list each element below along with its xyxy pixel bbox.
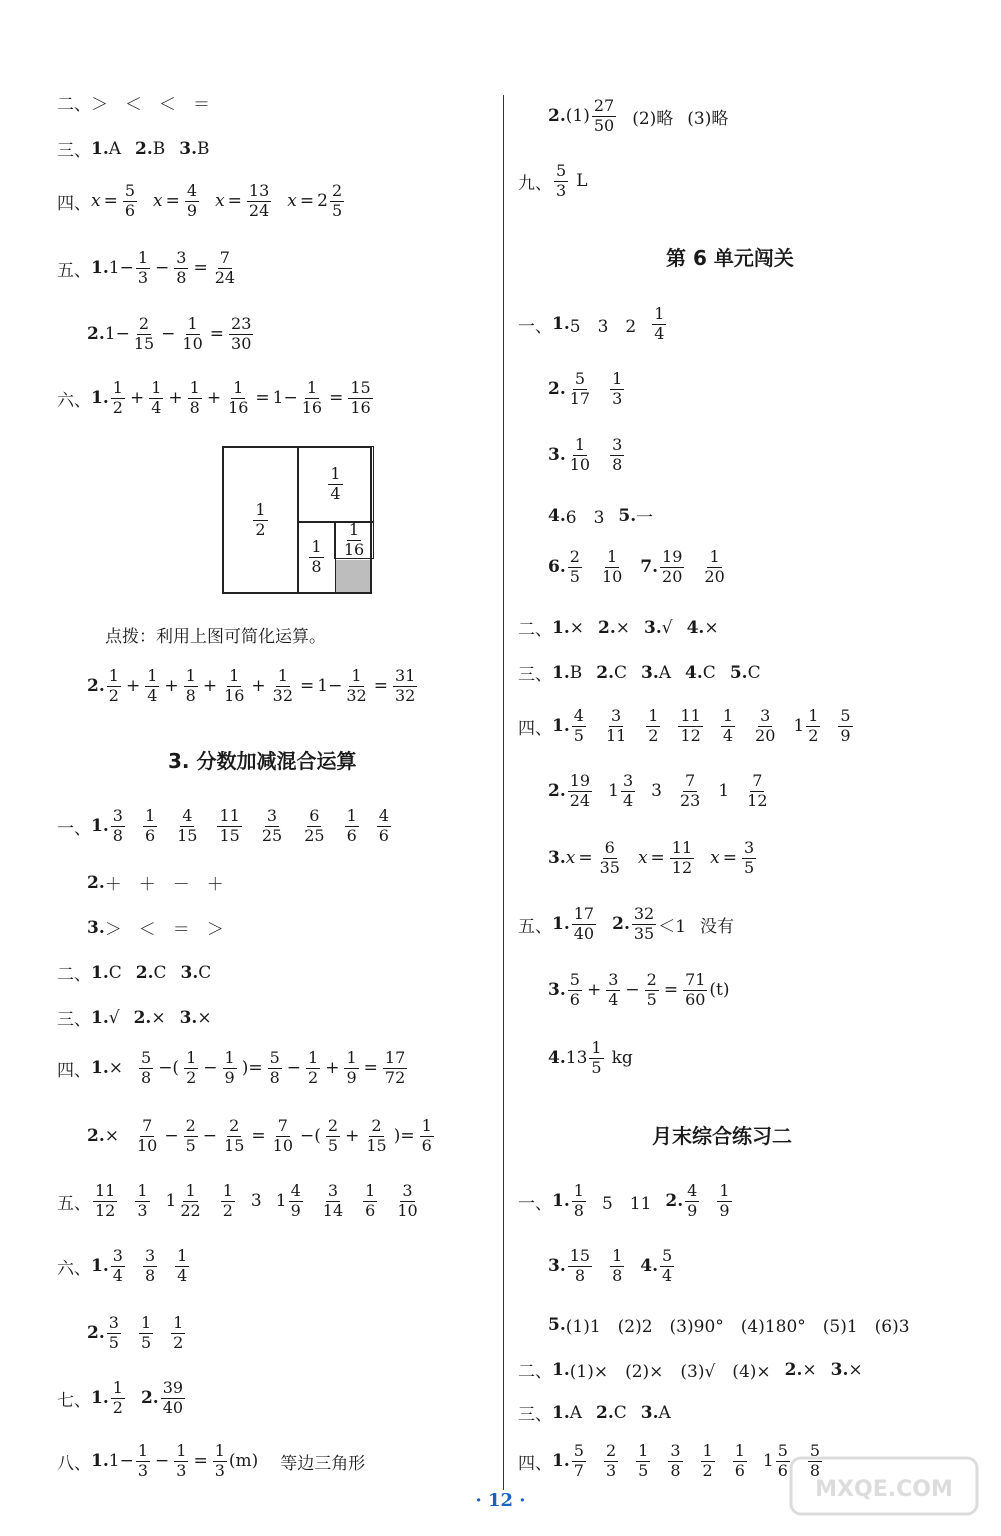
item-number: 2. [548,379,566,400]
fraction: $\frac{4}{15}$ [177,806,198,845]
fraction: $\frac{5}{4}$ [662,1246,673,1285]
fraction: $\frac{1}{32}$ [346,666,367,705]
fraction: $\frac{19}{24}$ [569,771,591,810]
fraction: $\frac{32}{35}$ [633,904,655,943]
fraction: $\frac{1}{2}$ [173,1313,184,1352]
answer-line: 3. $\frac{5}{6}$ + $\frac{3}{4}$ − $\frac{2}{5}$ = $\frac{71}{60}$ (t) [548,970,730,1009]
answer-line: 六、 1. $\frac{1}{2}$ + $\frac{1}{4}$ + $\frac{1}{8}$ + $\frac{1}{16}$ = 1− $\frac{1}{16}$ = $\frac{15}{16}$ [57,378,371,417]
fraction: $\frac{17}{72}$ [384,1048,406,1087]
answer-value: √ [108,1007,120,1028]
section-prefix: 四、 [518,718,552,739]
page-number: · 12 · [475,1490,526,1511]
section-heading: 3. 分数加减混合运算 [168,749,357,773]
fraction: $\frac{11}{12}$ [671,838,693,877]
answer-line: 2. 1− $\frac{2}{15}$ − $\frac{1}{10}$ = $\frac{23}{30}$ [87,314,252,353]
answer-line [548,1312,910,1337]
item-number: 2. [87,676,105,697]
fraction: $\frac{11}{12}$ [95,1181,116,1220]
fraction: $\frac{7}{10}$ [137,1116,158,1155]
fraction: $\frac{2}{5}$ [331,181,343,220]
fraction: $\frac{1}{3}$ [612,369,623,408]
fraction: $\frac{71}{60}$ [685,970,706,1009]
item-number: 3. [548,848,566,869]
answer-line: 四、 1. $\frac{4}{5}$ $\frac{3}{11}$ $\frac{1}{2}$ $\frac{11}{12}$ $\frac{1}{4}$ $\frac{3}{20}$ 1 $\frac{1}{2}$ $\frac{5}{9}$ [518,706,851,745]
fraction: $\frac{5}{3}$ [556,161,567,200]
section-prefix: 四、 [57,1060,91,1081]
fraction: $\frac{7}{10}$ [272,1116,294,1155]
fraction: $\frac{5}{8}$ [141,1048,152,1087]
fraction: $\frac{1}{4}$ [147,666,158,705]
item-number: 2. [140,1388,159,1409]
item-number: 1. [552,1359,570,1380]
answer-line: 三、 1. A 2. C 3. A [518,1400,671,1425]
item-number: 1. [91,388,109,409]
fraction: $\frac{1}{6}$ [346,806,357,845]
fraction: $\frac{3}{5}$ [108,1313,119,1352]
item-number: 3. [179,1007,198,1028]
fraction: $\frac{3}{5}$ [744,838,755,877]
fraction: $\frac{3}{10}$ [397,1181,418,1220]
answer-value: A [108,138,122,159]
item-number: 1. [91,138,109,159]
answer-line [57,1248,191,1285]
section-prefix: 四、 [518,1453,552,1474]
item-number: 1. [91,1451,109,1472]
fraction: $\frac{1}{3}$ [214,1441,225,1480]
answer-line: 2. × $\frac{7}{10}$ − $\frac{2}{5}$ − $\frac{2}{15}$ = $\frac{7}{10}$ −( $\frac{2}{5}$ + $\frac{2}{15}$ )= $\frac{1}{6}$ [87,1116,432,1155]
answer-line [87,870,224,895]
item-number: 1. [91,1058,109,1079]
item-number: 1. [91,816,109,837]
item-number: 2. [87,324,105,345]
answer-line [548,437,626,474]
fraction: $\frac{1}{22}$ [180,1181,201,1220]
fraction: $\frac{1}{9}$ [346,1048,357,1087]
answer-line [548,549,729,586]
fraction: $\frac{1}{4}$ [151,378,162,417]
fraction: $\frac{1}{6}$ [144,806,156,845]
svg-text:MXQE.COM: MXQE.COM [815,1477,953,1502]
diagram-eighth: $\frac{1}{8}$ [297,521,336,594]
fraction: $\frac{5}{6}$ [777,1441,788,1480]
answer-value: B [152,138,166,159]
answer-text: ＞ ＜ ＝ ＞ [104,920,224,940]
fraction: $\frac{6}{25}$ [304,806,325,845]
answer-text: ＋ ＋ － ＋ [104,875,224,895]
answer-note: 没有 [700,916,735,937]
fraction: $\frac{1}{20}$ [704,547,725,586]
fraction: $\frac{7}{12}$ [747,771,768,810]
fraction: $\frac{7}{23}$ [679,771,701,810]
fraction: $\frac{19}{20}$ [662,547,683,586]
fraction: $\frac{1}{8}$ [185,666,196,705]
fraction: $\frac{1}{10}$ [182,314,203,353]
section-prefix: 二、 [57,965,91,985]
section-prefix: 二、 [57,95,91,115]
fraction: $\frac{1}{2}$ [808,706,819,745]
fraction: $\frac{4}{5}$ [573,706,584,745]
diagram-half: $\frac{1}{2}$ [222,446,299,594]
item-number: 7. [640,557,659,578]
item-number: 4. [640,1256,659,1277]
fraction: $\frac{1}{10}$ [601,547,623,586]
answer-text: (3)略 [687,108,729,129]
fraction: $\frac{1}{2}$ [702,1441,713,1480]
item-number: 1. [552,1191,570,1212]
answer-line [87,1315,187,1352]
fraction: $\frac{31}{32}$ [394,666,416,705]
section-prefix: 三、 [518,665,552,685]
fraction: $\frac{11}{12}$ [680,706,701,745]
answer-text: (1)× (2)× (3)√ (4)× [569,1362,771,1382]
item-number: 1. [552,914,570,935]
section-prefix: 四、 [57,193,91,214]
answer-line: 四、 x = $\frac{5}{6}$ x = $\frac{4}{9}$ x = $\frac{13}{24}$ x = 2 $\frac{2}{5}$ [57,181,343,220]
answer-line: 九、 $\frac{5}{3}$ L [518,161,588,200]
answer-line [87,915,224,940]
fraction: $\frac{7}{24}$ [214,248,236,287]
fraction: $\frac{1}{4}$ [654,304,665,343]
fraction: $\frac{3}{4}$ [622,771,634,810]
item-number: 1. [91,1007,109,1028]
section-prefix: 九、 [518,173,552,194]
fraction: $\frac{2}{5}$ [569,547,580,586]
fraction-list [566,549,627,586]
section-heading: 月末综合练习二 [652,1124,792,1148]
answer-line [57,136,210,161]
fraction: $\frac{1}{9}$ [224,1048,235,1087]
fraction: $\frac{4}{9}$ [186,181,198,220]
answer-text: ＞ ＜ ＜ ＝ [91,95,210,115]
item-number: 1. [91,962,109,983]
fraction: $\frac{3}{8}$ [670,1441,681,1480]
fraction: $\frac{4}{9}$ [290,1181,301,1220]
item-number: 3. [179,138,198,159]
fraction: $\frac{5}{17}$ [569,369,591,408]
fraction: $\frac{1}{8}$ [612,1246,623,1285]
diagram-quarter: $\frac{1}{4}$ [297,446,374,523]
item-number: 1. [91,1388,109,1409]
fraction: $\frac{13}{24}$ [248,181,270,220]
fraction: $\frac{1}{6}$ [365,1181,376,1220]
fraction: $\frac{1}{2}$ [186,1048,197,1087]
fraction: $\frac{1}{6}$ [421,1116,432,1155]
section-prefix: 一、 [57,818,91,839]
item-number: 2. [87,1126,105,1147]
section-prefix: 一、 [518,316,552,337]
item-number: 3. [830,1359,849,1380]
fraction: $\frac{1}{2}$ [648,706,659,745]
item-number: 4. [548,1048,566,1069]
item-number: 2. [133,1007,152,1028]
fraction: $\frac{2}{15}$ [224,1116,245,1155]
item-number: 2. [612,914,630,935]
section-heading: 第 6 单元闯关 [666,246,794,270]
fraction: $\frac{3}{4}$ [112,1246,123,1285]
fraction-list [109,1248,192,1285]
answer-line: 三、 1. B 2. C 3. A 4. C 5. C [518,660,761,685]
fraction: $\frac{39}{40}$ [162,1378,184,1417]
fraction: $\frac{5}{9}$ [840,706,851,745]
fraction: $\frac{5}{8}$ [269,1048,280,1087]
answer-line: 一、 1. $\frac{1}{8}$ 5 11 2. $\frac{4}{9}$ $\frac{1}{9}$ [518,1181,730,1220]
answer-line [548,371,626,408]
answer-value: C [108,962,122,983]
answer-value: × [151,1007,166,1028]
item-number: 5. [618,505,637,526]
section-prefix: 七、 [57,1390,91,1411]
answer-line: 2. $\frac{1}{2}$ + $\frac{1}{4}$ + $\frac{1}{8}$ + $\frac{1}{16}$ + $\frac{1}{32}$ = 1− $\frac{1}{32}$ = $\frac{31}{32}$ [87,666,416,705]
answer-mark: × [104,1126,119,1147]
item-number: 3. [548,980,566,1001]
fraction: $\frac{1}{3}$ [137,1181,148,1220]
fraction: $\frac{1}{2}$ [112,1378,123,1417]
answer-line: 五、 $\frac{11}{12}$ $\frac{1}{3}$ 1 $\frac{1}{22}$ $\frac{1}{2}$ 3 1 $\frac{4}{9}$ $\frac{3}{14}$ $\frac{1}{6}$ $\frac{3}{10}$ [57,1181,418,1220]
fraction: $\frac{1}{2}$ [308,1048,319,1087]
item-number: 2. [548,106,566,127]
fraction: $\frac{3}{8}$ [144,1246,156,1285]
answer-text: (2)略 [632,108,674,129]
fraction: $\frac{17}{40}$ [573,904,595,943]
answer-line: 4. 6 3 5. 一 [548,505,654,528]
answer-line: 二、 1. (1)× (2)× (3)√ (4)× 2. × 3. × [518,1357,863,1382]
fraction-list [566,437,627,474]
answer-value: B [197,138,210,159]
fraction: $\frac{5}{8}$ [809,1441,821,1480]
fraction: $\frac{1}{16}$ [224,666,245,705]
item-number: 2. [135,962,154,983]
answer-line [57,1380,187,1417]
fraction: $\frac{2}{5}$ [646,970,657,1009]
answer-line: 2. (1) $\frac{27}{50}$ (2)略 (3)略 [548,96,729,135]
answer-line: 一、 1. 5 3 2 $\frac{1}{4}$ [518,304,665,343]
item-number: 2. [665,1191,684,1212]
fraction: $\frac{3}{20}$ [755,706,776,745]
section-prefix: 五、 [518,916,552,937]
diagram-sixteenth: $\frac{1}{16}$ [334,521,374,559]
fraction: $\frac{1}{4}$ [177,1246,188,1285]
item-number: 3. [180,962,199,983]
fraction: $\frac{4}{6}$ [378,806,389,845]
fraction: $\frac{1}{5}$ [140,1313,152,1352]
item-number: 1. [91,1256,109,1277]
item-number: 1. [552,1451,570,1472]
item-number: 2. [87,1323,105,1344]
item-number: 2. [87,872,105,893]
answer-line: 2. $\frac{19}{24}$ 1 $\frac{3}{4}$ 3 $\frac{7}{23}$ 1 $\frac{7}{12}$ [548,771,768,810]
fraction-list [570,1443,749,1480]
fraction: $\frac{1}{2}$ [108,666,119,705]
section-prefix: 五、 [57,260,91,281]
fraction-list [570,708,780,745]
watermark-logo [789,1456,979,1516]
fraction: $\frac{1}{3}$ [137,248,148,287]
item-number: 2. [135,138,153,159]
fraction: $\frac{1}{5}$ [638,1441,649,1480]
item-number: 5. [548,1314,566,1335]
fraction: $\frac{1}{2}$ [222,1181,233,1220]
section-prefix: 三、 [57,1010,91,1030]
fraction: $\frac{2}{3}$ [605,1441,617,1480]
tip-line [105,622,326,647]
answer-value: C [198,962,212,983]
tip-text: 点拨：利用上图可简化运算。 [105,627,326,647]
answer-line [57,90,210,115]
section-prefix: 三、 [518,1405,552,1425]
answer-line: 二、 1. × 2. × 3. √ 4. × [518,615,719,640]
fraction: $\frac{3}{4}$ [608,970,619,1009]
fraction: $\frac{1}{10}$ [569,435,591,474]
item-number: 6. [548,557,566,578]
answer-line: 八、 1. 1− $\frac{1}{3}$ − $\frac{1}{3}$ = $\frac{1}{3}$ (m) 等边三角形 [57,1441,366,1480]
section-prefix: 三、 [57,141,91,161]
section-prefix: 八、 [57,1453,91,1474]
fraction: $\frac{23}{30}$ [231,314,252,353]
fraction: $\frac{3}{8}$ [176,248,187,287]
item-number: 1. [552,716,570,737]
fraction: $\frac{2}{5}$ [185,1116,196,1155]
fraction-list [566,371,627,408]
fraction: $\frac{5}{6}$ [124,181,136,220]
item-number: 3. [87,917,105,938]
section-prefix: 六、 [57,1258,91,1279]
answer-line [548,1248,676,1285]
fraction: $\frac{1}{8}$ [573,1181,584,1220]
fraction: $\frac{1}{6}$ [734,1441,745,1480]
fraction: $\frac{1}{16}$ [301,378,323,417]
item-number: 1. [552,314,570,335]
answer-line: 五、 1. $\frac{17}{40}$ 2. $\frac{32}{35}$ ＜1 没有 [518,904,735,943]
item-number: 4. [548,505,566,526]
answer-line: 五、 1. 1− $\frac{1}{3}$ − $\frac{3}{8}$ = $\frac{7}{24}$ [57,248,236,287]
fraction: $\frac{1}{2}$ [112,378,123,417]
item-number: 2. [784,1359,803,1380]
answer-text: (1)1 (2)2 (3)90° (4)180° (5)1 (6)3 [565,1317,910,1337]
fraction: $\frac{3}{8}$ [612,435,623,474]
fraction: $\frac{1}{16}$ [228,378,249,417]
fraction: $\frac{4}{9}$ [687,1181,698,1220]
section-prefix: 六、 [57,390,91,411]
column-divider [503,95,504,1490]
answer-line [57,808,393,845]
answer-line: 3. x = $\frac{6}{35}$ x = $\frac{11}{12}$ x = $\frac{3}{5}$ [548,838,755,877]
fraction: $\frac{3}{25}$ [261,806,283,845]
fraction: $\frac{1}{9}$ [719,1181,730,1220]
diagram-shaded-remainder [336,560,370,592]
answer-line: 4. 13 $\frac{1}{5}$ kg [548,1038,633,1077]
fraction: $\frac{3}{14}$ [322,1181,344,1220]
fraction: $\frac{1}{5}$ [591,1038,602,1077]
section-prefix: 一、 [518,1193,552,1214]
section-prefix: 二、 [518,1362,552,1382]
answer-line: 四、 1. $\frac{5}{7}$ $\frac{2}{3}$ $\frac{1}{5}$ $\frac{3}{8}$ $\frac{1}{2}$ $\frac{1}{6}$ 1 $\frac{5}{6}$ $\frac{5}{8}$ [518,1441,821,1480]
fraction: $\frac{1}{32}$ [272,666,294,705]
answer-line: 四、 1. × $\frac{5}{8}$ −( $\frac{1}{2}$ − $\frac{1}{9}$ )= $\frac{5}{8}$ − $\frac{1}{2}$ + $\frac{1}{9}$ = $\frac{17}{72}$ [57,1048,406,1087]
fraction-list [658,549,729,586]
fraction: $\frac{2}{15}$ [366,1116,387,1155]
fraction: $\frac{1}{4}$ [722,706,734,745]
fraction: $\frac{27}{50}$ [593,96,615,135]
answer-value: C [153,962,167,983]
fraction: $\frac{3}{8}$ [112,806,123,845]
fraction-area-diagram [222,446,372,594]
answer-value: × [197,1007,212,1028]
fraction: $\frac{5}{7}$ [573,1441,584,1480]
item-number: 3. [548,445,566,466]
fraction: $\frac{5}{6}$ [569,970,580,1009]
item-number: 1. [91,258,109,279]
fraction: $\frac{2}{5}$ [327,1116,339,1155]
fraction: $\frac{15}{16}$ [350,378,371,417]
fraction: $\frac{2}{15}$ [133,314,155,353]
fraction-list [105,1315,188,1352]
fraction: $\frac{1}{3}$ [176,1441,187,1480]
fraction: $\frac{6}{35}$ [599,838,620,877]
answer-note: 等边三角形 [280,1453,366,1474]
fraction: $\frac{15}{8}$ [569,1246,591,1285]
section-prefix: 五、 [57,1193,91,1214]
fraction-list [109,808,393,845]
fraction: $\frac{1}{3}$ [137,1441,148,1480]
answer-line [57,960,211,985]
fraction: $\frac{11}{15}$ [219,806,240,845]
answer-line [57,1005,212,1030]
fraction: $\frac{1}{8}$ [189,378,200,417]
answer-mark: × [108,1058,123,1079]
whole-number: 2 [317,191,328,212]
item-number: 2. [548,781,566,802]
item-number: 3. [548,1256,566,1277]
section-prefix: 二、 [518,620,552,640]
fraction: $\frac{3}{11}$ [605,706,627,745]
